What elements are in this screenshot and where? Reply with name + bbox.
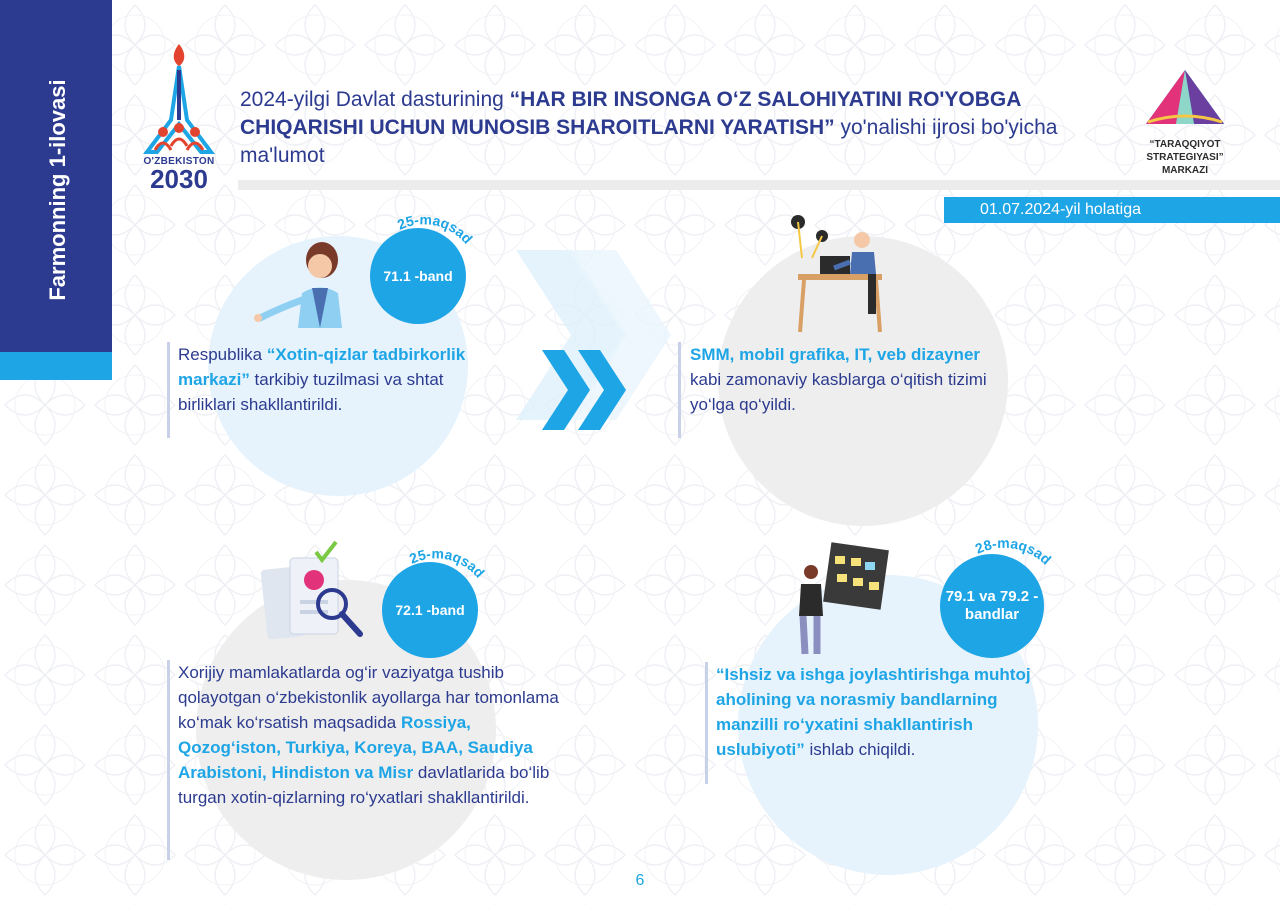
svg-text:25-maqsad: 25-maqsad (394, 211, 476, 247)
card-2-text-post: kabi zamonaviy kasblarga o‘qitish tizimi yo‘lga qo‘yildi. (690, 370, 987, 414)
card-2-rule (678, 342, 681, 438)
page-title (240, 86, 1060, 170)
card-3-rule (167, 660, 170, 860)
card-3-text-pre: Xorijiy mamlakatlarda og‘ir vaziyatga tushib qolayotgan o‘zbekistonlik ayollarga har tomonlama ko‘mak ko‘rsatish maqsadida (178, 663, 559, 732)
card-3-text-post: davlatlarida bo‘lib turgan xotin-qizlarning ro‘yxatlari shakllantirildi. (178, 763, 550, 807)
card-1-text-pre: Respublika (178, 345, 267, 364)
businesswoman-illustration-icon (250, 238, 360, 333)
card-4-text (716, 662, 1046, 762)
sidebar-label: Farmonning 1-ilovasi (45, 79, 70, 301)
card-3-text-highlight: Rossiya, Qozog‘iston, Turkiya, Koreya, BAA, Saudiya Arabistoni, Hindiston va Misr (178, 713, 533, 782)
card-2-text-highlight: SMM, mobil grafika, IT, veb dizayner (690, 345, 981, 364)
card-4-goal-label (934, 532, 1074, 672)
page-number: 6 (635, 872, 645, 889)
title-suffix: yo'nalishi ijrosi bo'yicha ma'lumot (240, 116, 1058, 167)
logo-brand-text: O'ZBEKISTON (143, 156, 215, 167)
card-4-rule (705, 662, 708, 784)
olympic-torch-logo-icon (133, 40, 225, 158)
laptop-worker-illustration-icon (790, 212, 900, 337)
sidebar-accent-strip (0, 352, 112, 380)
logo-year-text: 2030 (150, 164, 208, 194)
svg-text:28-maqsad: 28-maqsad (972, 534, 1055, 568)
strategy-center-name-line2: MARKAZI (1161, 165, 1209, 176)
card-4-text-highlight: “Ishsiz va ishga joylashtirishga muhtoj aholining va norasmiy bandlarning manzilli ro‘yxatini shakllantirish uslubiyoti” (716, 665, 1031, 759)
date-badge: 01.07.2024-yil holatiga (944, 197, 1280, 223)
card-2-text (690, 342, 990, 417)
strategy-center-name-line1: “TARAQQIYOT STRATEGIYASI” (1146, 139, 1224, 163)
strategy-center-name (1118, 138, 1252, 177)
title-bold: “HAR BIR INSONGA O‘Z SALOHIYATINI RO'YOBGA CHIQARISHI UCHUN MUNOSIB SHAROITLARNI YARATISH” (240, 88, 1021, 139)
card-1-goal-label (360, 208, 490, 338)
title-prefix: 2024-yilgi Davlat dasturining (240, 88, 510, 111)
card-1-text-highlight: “Xotin-qizlar tadbirkorlik markazi” (178, 345, 466, 389)
card-1-rule (167, 342, 170, 438)
svg-text:25-maqsad: 25-maqsad (406, 545, 488, 581)
tent-logo-icon (1118, 66, 1252, 136)
card-1-text-post: tarkibiy tuzilmasi va shtat birliklari shakllantirildi. (178, 370, 444, 414)
man-at-board-illustration-icon (795, 542, 895, 657)
double-chevron-right-icon (512, 250, 682, 440)
header-divider (238, 180, 1280, 190)
uzbekistan-2030-logo (133, 40, 225, 194)
card-1-band-badge: 71.1 -band (370, 228, 466, 324)
card-4-text-post: ishlab chiqildi. (804, 740, 916, 759)
card-3-goal-label (372, 542, 502, 672)
card-3-text (178, 660, 568, 810)
strategy-center-logo (1118, 66, 1252, 176)
card-3-band-badge: 72.1 -band (382, 562, 478, 658)
card-1-text (178, 342, 478, 417)
documents-magnifier-illustration-icon (260, 540, 370, 645)
card-4-band-badge: 79.1 va 79.2 -bandlar (940, 554, 1044, 658)
